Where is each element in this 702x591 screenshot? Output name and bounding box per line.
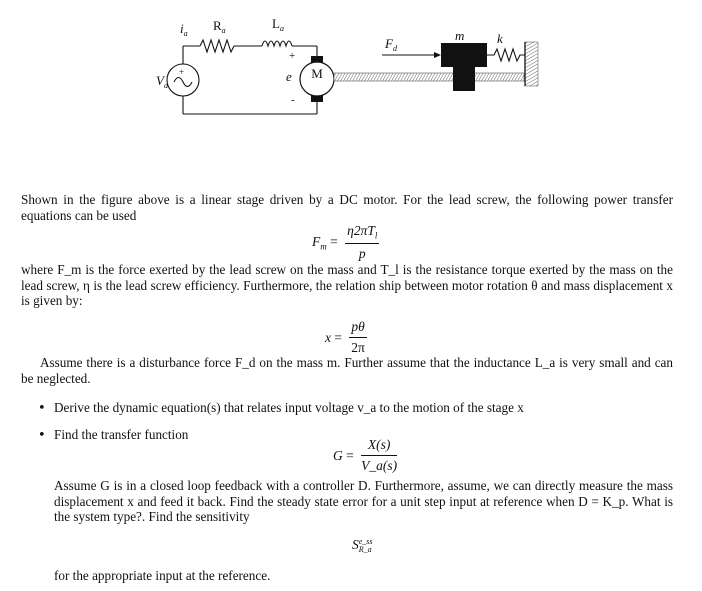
bullet-marker: • [38, 428, 46, 443]
motor-label: M [311, 66, 323, 81]
equation-sensitivity: S e_ss R_a [352, 536, 373, 554]
emf-label: e [286, 69, 292, 84]
paragraph-definitions: where F_m is the force exerted by the lead screw on the mass and T_l is the resistance torque exerted by the mass on the lead screw, η is the lead screw efficiency. Furthermore, the relation ship between motor rotation θ and mass displacement x is given by: [21, 262, 673, 309]
resistor-symbol [200, 40, 234, 52]
circuit-diagram [0, 0, 702, 120]
source-plus: + [179, 67, 185, 77]
equation-transfer: G = $\frac{X(s)}{V\_a(s)}$ [333, 437, 398, 473]
paragraph-intro: Shown in the figure above is a linear stage driven by a DC motor. For the lead screw, the following power transfer equations can be used [21, 192, 673, 223]
bullet-marker: • [38, 401, 46, 416]
force-arrow-icon [434, 52, 441, 58]
current-label: $i_a$ [180, 21, 188, 38]
inductor-symbol [262, 41, 292, 46]
paragraph-closed-loop: Assume G is in a closed loop feedback with a controller D. Furthermore, assume, we can directly measure the mass displacement x and feed it back. Find the steady state error for a unit step input at reference when D = K_p. What is the system type?. Find the sensitivity [54, 478, 673, 525]
inductor-label: $L_a$ [272, 16, 284, 33]
mass-nut [453, 67, 475, 91]
spring-label: k [497, 31, 503, 46]
wall [525, 42, 538, 86]
mass-block [441, 43, 487, 67]
lead-screw [334, 73, 524, 81]
spring-symbol [487, 49, 525, 61]
task-transfer: Find the transfer function [54, 427, 189, 442]
equation-force: $F_m$ = $\frac{\eta 2\pi T_l}{p}$ [312, 223, 378, 261]
source-label: $V_a$ [156, 73, 168, 90]
minus-terminal: - [291, 94, 295, 106]
plus-terminal: + [289, 50, 296, 62]
paragraph-assumptions: Assume there is a disturbance force F_d on the mass m. Further assume that the inductance L_a is very small and can be neglected. [21, 355, 673, 386]
system-figure [0, 0, 702, 120]
resistor-label: $R_a$ [213, 18, 226, 35]
equation-displacement: x = $\frac{p\theta}{2\pi}$ [325, 319, 365, 355]
task-derive: Derive the dynamic equation(s) that relates input voltage v_a to the motion of the stage x [54, 400, 524, 415]
force-label: $F_d$ [385, 36, 397, 53]
paragraph-closing: for the appropriate input at the reference. [54, 568, 271, 583]
mass-label: m [455, 28, 465, 43]
